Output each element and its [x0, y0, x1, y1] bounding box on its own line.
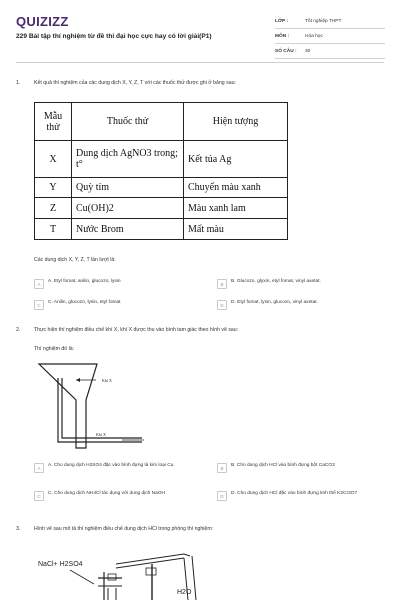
table-cell: Y [35, 178, 72, 198]
question-prompt: Thí nghiệm đó là: [34, 346, 75, 352]
question-number: 1. [16, 80, 21, 86]
option-letter: D [217, 491, 227, 501]
question-number: 2. [16, 327, 21, 333]
option-text: C. Anilin, glucozo, lysin, etyl fomat [48, 300, 121, 305]
question-text: Thực hiện thí nghiệm điều chế khí X, khí X được thu vào bình tam giác theo hình vẽ sau: [34, 327, 239, 333]
results-table [34, 102, 288, 240]
reagent-label: NaCl+ H2SO4 [38, 561, 83, 568]
question-prompt: Các dung dịch X, Y, Z, T lần lượt là: [34, 257, 116, 263]
meta-row-subject [275, 29, 385, 44]
meta-key: MÔN : [275, 33, 290, 39]
question-text: Hình vẽ sau mô tả thí nghiệm điều chế dung dịch HCl trong phòng thí nghiệm: [34, 526, 214, 532]
header-divider [16, 62, 384, 63]
gas-label: Khí X [102, 378, 112, 383]
table-header-row [35, 103, 288, 141]
option-text: D. Etyl fomat, lysin, glucozo, vinyl axetat. [231, 300, 318, 305]
question-text: Kết quả thí nghiệm của các dung dịch X, Y, Z, T với các thuốc thử được ghi ở bảng sau: [34, 80, 236, 86]
table-cell: Chuyển màu xanh [184, 178, 288, 198]
table-cell: Quỳ tím [72, 178, 184, 198]
table-cell: Dung dịch AgNO3 trong; t° [72, 141, 184, 178]
option-letter: C [34, 491, 44, 501]
hcl-apparatus-diagram [34, 550, 234, 600]
option-text: D. Cho dung dịch HCl đặc vào bình đựng tinh thể K2Cr2O7 [231, 491, 358, 496]
answer-option-b[interactable] [217, 279, 387, 289]
meta-value: 30 [305, 48, 311, 54]
meta-key: LỚP : [275, 18, 289, 24]
option-letter: C [34, 300, 44, 310]
meta-value: Hóa học [305, 33, 323, 39]
option-text: A. Cho dung dịch H2SO4 đặc vào bình đựng lá kim loại Cu. [48, 463, 175, 468]
table-cell: Cu(OH)2 [72, 198, 184, 219]
meta-panel [275, 14, 385, 59]
answer-option-a[interactable] [34, 279, 204, 289]
answer-option-d[interactable] [217, 491, 389, 501]
table-cell: Màu xanh lam [184, 198, 288, 219]
option-text: B. Cho dung dịch HCl vào bình đựng bột CaCO3 [231, 463, 335, 468]
answer-option-d[interactable] [217, 300, 387, 310]
answer-option-c[interactable] [34, 491, 212, 501]
table-header-cell: Thuốc thử [72, 103, 184, 141]
table-row [35, 141, 288, 178]
meta-value: Tốt nghiệp THPT [305, 18, 342, 24]
table-cell: Z [35, 198, 72, 219]
table-cell: Nước Brom [72, 219, 184, 240]
table-cell: Kết tủa Ag [184, 141, 288, 178]
meta-key: SỐ CÂU : [275, 48, 297, 54]
table-row [35, 178, 288, 198]
option-letter: A [34, 463, 44, 473]
question-number: 3. [16, 526, 21, 532]
meta-row-count [275, 44, 385, 59]
option-text: C. Cho dung dịch NH4Cl tác dụng với dung dịch NaOH [48, 491, 165, 496]
table-row [35, 219, 288, 240]
meta-row-class [275, 14, 385, 29]
table-row [35, 198, 288, 219]
answer-option-b[interactable] [217, 463, 389, 473]
table-header-cell: Hiện tượng [184, 103, 288, 141]
table-cell: X [35, 141, 72, 178]
water-label: H2O [177, 589, 192, 596]
option-text: B. Glucozo, glyxin, etyl fomat, vinyl axetat. [231, 279, 321, 284]
table-cell: Mất màu [184, 219, 288, 240]
option-letter: B [217, 279, 227, 289]
table-header-cell: Mẫu thử [35, 103, 72, 141]
answer-option-a[interactable] [34, 463, 212, 473]
option-letter: D [217, 300, 227, 310]
worksheet-title: 229 Bài tập thí nghiệm từ đề thi đại học cực hay có lời giải(P1) [16, 33, 212, 40]
quizizz-logo: QUIZIZZ [16, 14, 69, 29]
option-text: A. Etyl fomat, anilin, glucozo, lysin [48, 279, 121, 284]
table-cell: T [35, 219, 72, 240]
answer-option-c[interactable] [34, 300, 204, 310]
option-letter: A [34, 279, 44, 289]
inlet-label: Khí X [96, 432, 106, 437]
gas-collection-diagram [34, 360, 164, 456]
option-letter: B [217, 463, 227, 473]
